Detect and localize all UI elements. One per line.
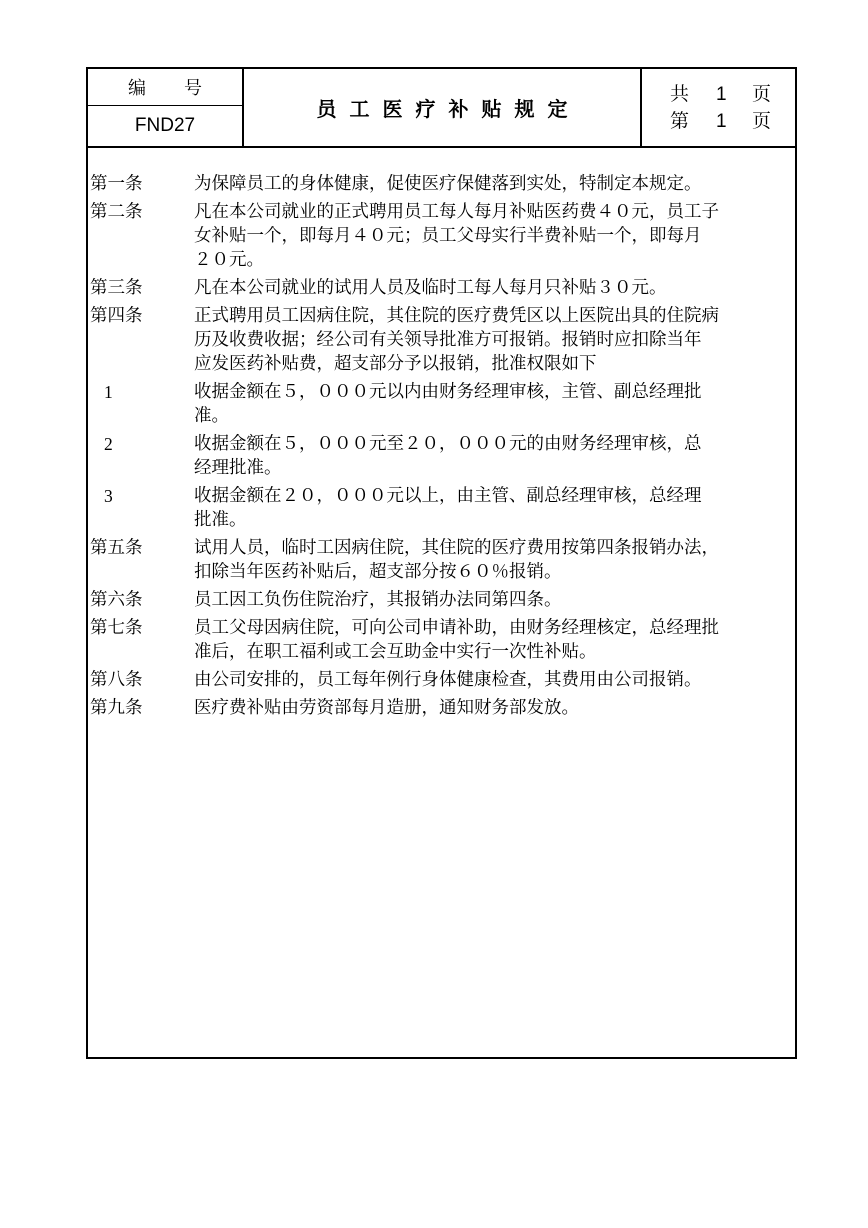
article-text: 由公司安排的，员工每年例行身体健康检查，其费用由公司报销。 [194, 670, 702, 690]
article-text: 凡在本公司就业的正式聘用员工每人每月补贴医药费４０元，员工子 女补贴一个，即每月４０元；员工父母实行半费补贴一个，即每月 ２０元。 [194, 202, 719, 270]
article [90, 536, 800, 584]
article-text: 试用人员，临时工因病住院，其住院的医疗费用按第四条报销办法， 扣除当年医药补贴后，超支部分按６０％报销。 [194, 538, 719, 582]
document-code: FND27 [134, 115, 196, 136]
sub-clause-number: 2 [104, 434, 113, 454]
current-label: 第 [670, 109, 690, 132]
article-text: 员工父母因病住院，可向公司申请补助，由财务经理核定，总经理批 准后，在职工福利或工会互助金中实行一次性补贴。 [194, 618, 719, 662]
total-label: 共 [670, 82, 690, 105]
article-label: 第七条 [90, 618, 143, 638]
article-label: 第二条 [90, 202, 143, 222]
article [90, 588, 800, 612]
article-label: 第四条 [90, 306, 143, 326]
article-label: 第三条 [90, 278, 143, 298]
article [90, 616, 800, 664]
page-count-cell [642, 69, 797, 146]
article [90, 172, 800, 196]
number-label: 编号 [128, 78, 240, 99]
article-text: 凡在本公司就业的试用人员及临时工每人每月只补贴３０元。 [194, 278, 667, 298]
document-title: 员工医疗补贴规定 [316, 97, 581, 121]
sub-clause-number: 3 [104, 486, 113, 506]
current-page-line [670, 108, 771, 135]
article-text: 为保障员工的身体健康，促使医疗保健落到实处，特制定本规定。 [194, 174, 702, 194]
article-text: 医疗费补贴由劳资部每月造册，通知财务部发放。 [194, 698, 579, 718]
article-text: 员工因工负伤住院治疗，其报销办法同第四条。 [194, 590, 562, 610]
article-text: 正式聘用员工因病住院，其住院的医疗费凭区以上医院出具的住院病 历及收费收据；经公司有关领导批准方可报销。报销时应扣除当年 应发医药补贴费，超支部分予以报销，批准权限如下 [194, 306, 719, 374]
article-label: 第六条 [90, 590, 143, 610]
document-body [90, 172, 800, 720]
article-label: 第一条 [90, 174, 143, 194]
sub-clause-text: 收据金额在５，０００元至２０，０００元的由财务经理审核，总 经理批准。 [194, 434, 702, 478]
sub-clause [90, 432, 800, 480]
sub-clause-text: 收据金额在２０，０００元以上，由主管、副总经理审核，总经理 批准。 [194, 486, 702, 530]
total-pages-line [670, 81, 771, 108]
total-pages: 1 [716, 83, 727, 105]
sub-clause-text: 收据金额在５，０００元以内由财务经理审核，主管、副总经理批 准。 [194, 382, 702, 426]
sub-clause [90, 380, 800, 428]
current-page: 1 [716, 110, 727, 132]
page-unit: 页 [752, 82, 772, 105]
article [90, 668, 800, 692]
article-label: 第九条 [90, 698, 143, 718]
article [90, 304, 800, 376]
sub-clause [90, 484, 800, 532]
article-label: 第八条 [90, 670, 143, 690]
page-unit: 页 [752, 109, 772, 132]
sub-clause-number: 1 [104, 382, 113, 402]
article-label: 第五条 [90, 538, 143, 558]
article [90, 200, 800, 272]
article [90, 696, 800, 720]
document-header [88, 69, 795, 148]
article [90, 276, 800, 300]
